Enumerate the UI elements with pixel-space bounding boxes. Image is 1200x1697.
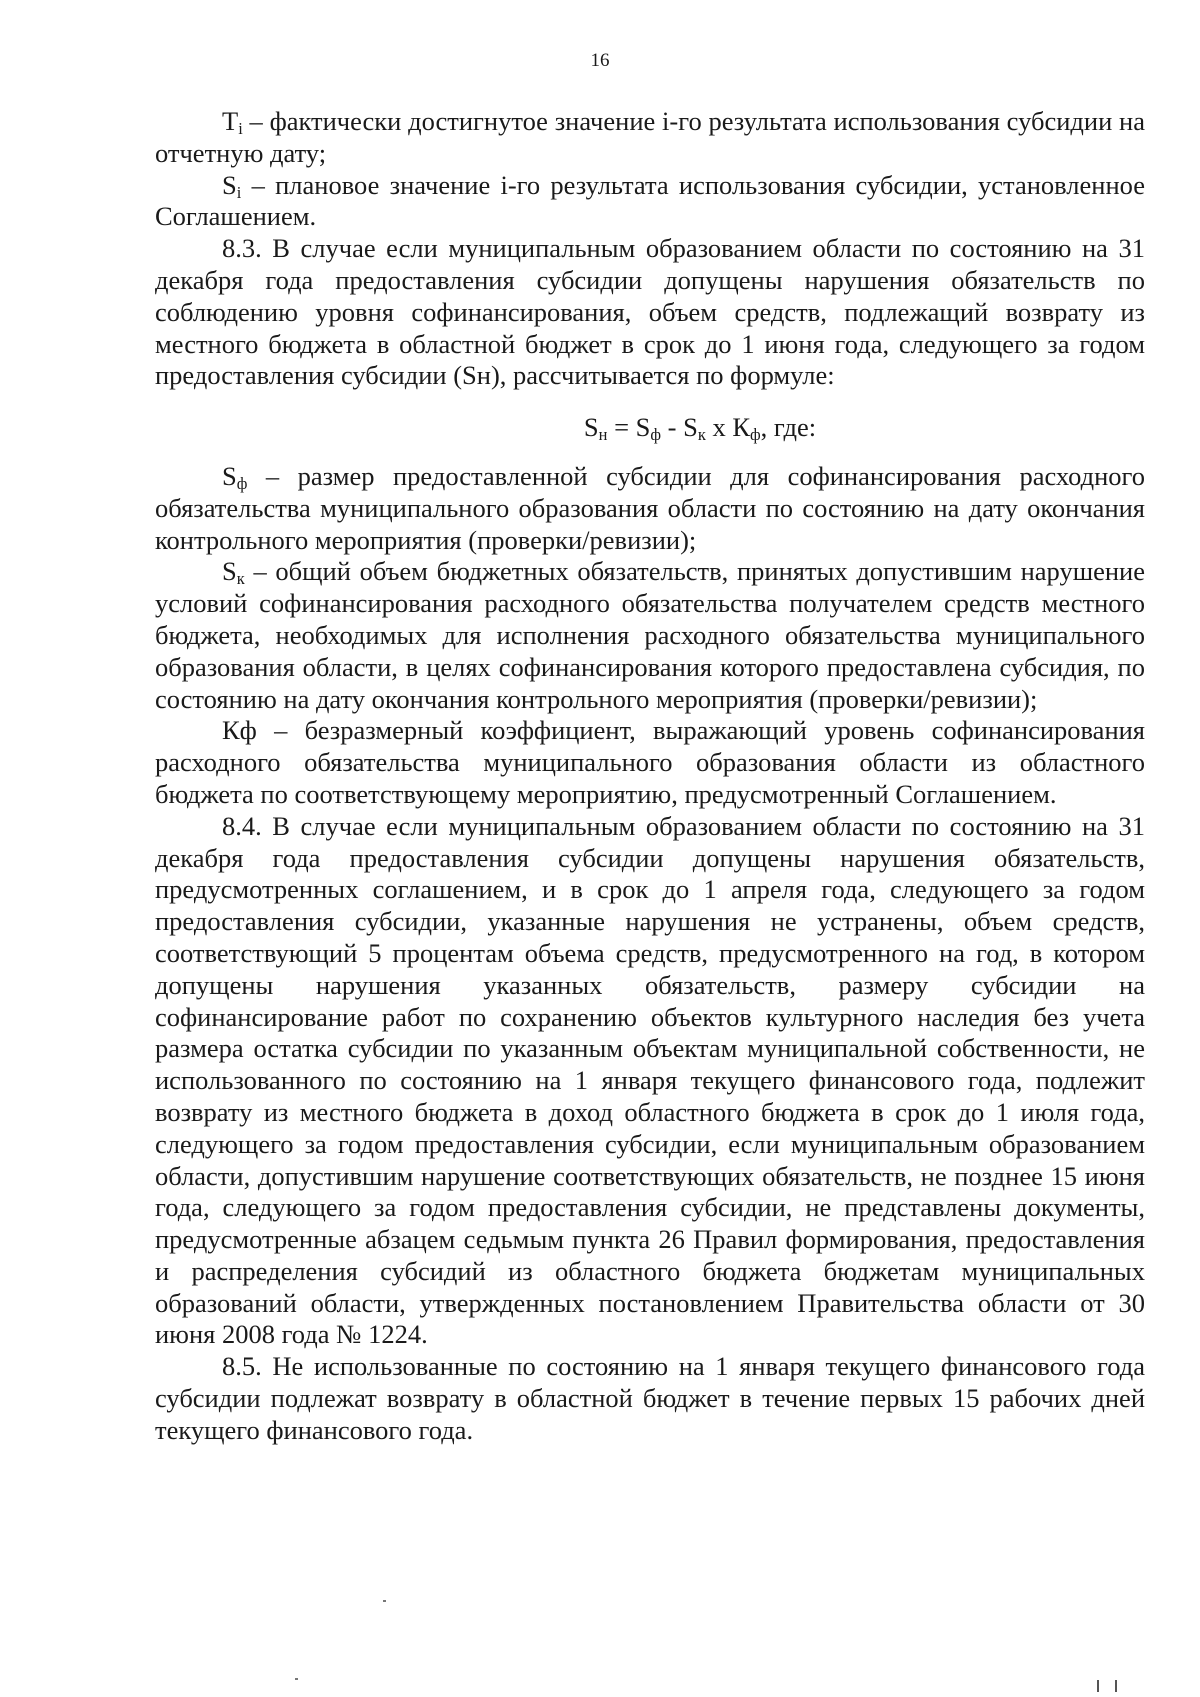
paragraph-8-5: 8.5. Не использованные по состоянию на 1 января текущего финансового года субсидии подлежат возврату в областной бюджет в течение первых 15 рабочих дней текущего финансового года. (155, 1351, 1145, 1445)
formula-sn-sub: н (598, 425, 608, 445)
sk-definition (155, 556, 1145, 715)
si-definition-text: – плановое значение i-го результата использования субсидии, установленное Соглашением. (155, 169, 1145, 232)
formula-sk-sub: к (697, 425, 706, 445)
si-symbol: S (222, 169, 237, 200)
sk-subscript: к (236, 569, 245, 589)
formula-kf: К (732, 412, 751, 443)
ti-subscript: i (238, 119, 243, 139)
formula-sf-sub: ф (650, 425, 662, 445)
scan-speck (295, 1678, 298, 1680)
sf-definition (155, 461, 1145, 556)
formula-sf: S (635, 412, 651, 443)
formula (155, 412, 1145, 444)
sk-definition-text: – общий объем бюджетных обязательств, принятых допустившим нарушение условий софинансирования расходного обязательства получателем средств местного бюджета, необходимых для исполнения расходного обязательства муниципального образования области, в целях софинансирования которого предоставлена субсидия, по состоянию на дату окончания контрольного мероприятия (проверки/ревизии); (155, 556, 1145, 714)
ti-definition-text: – фактически достигнутое значение i-го результата использования субсидии на отчетную дату; (155, 106, 1145, 168)
paragraph-8-3: 8.3. В случае если муниципальным образованием области по состоянию на 31 декабря года предоставления субсидии допущены нарушения обязательств по соблюдению уровня софинансирования, объем средств, подлежащий возврату из местного бюджета в областной бюджет в срок до 1 июня года, следующего за годом предоставления субсидии (Sн), рассчитывается по формуле: (155, 233, 1145, 391)
si-subscript: i (236, 182, 242, 202)
sf-symbol: S (222, 460, 237, 491)
scan-speck (383, 1600, 386, 1602)
formula-sn: S (583, 412, 599, 443)
ti-definition (155, 106, 1145, 170)
formula-kf-sub: ф (750, 425, 761, 445)
sf-definition-text: – размер предоставленной субсидии для софинансирования расходного обязательства муниципального образования области по состоянию на дату окончания контрольного мероприятия (проверки/ревизии); (155, 460, 1145, 555)
si-definition (155, 170, 1145, 234)
formula-times: x (705, 412, 733, 443)
kf-definition: Кф – безразмерный коэффициент, выражающий уровень софинансирования расходного обязательства муниципального образования области из областного бюджета по соответствующему мероприятию, предусмотренный Соглашением. (155, 715, 1145, 809)
formula-equals: = (607, 412, 636, 443)
sf-subscript: ф (236, 474, 248, 494)
scan-tick-mark (1097, 1680, 1099, 1692)
formula-sk: S (683, 412, 698, 443)
ti-symbol: T (222, 106, 239, 136)
paragraph-8-4: 8.4. В случае если муниципальным образованием области по состоянию на 31 декабря года предоставления субсидии допущены нарушения обязательств, предусмотренных соглашением, и в срок до 1 апреля года, следующего за годом предоставления субсидии, указанные нарушения не устранены, объем средств, соответствующий 5 процентам объема средств, предусмотренного на год, в котором допущены нарушения указанных обязательств, размеру субсидии на софинансирование работ по сохранению объектов культурного наследия без учета размера остатка субсидии по указанным объектам муниципальной собственности, не использованного по состоянию на 1 января текущего финансового года, подлежит возврату из местного бюджета в доход областного бюджета в срок до 1 июля года, следующего за годом предоставления субсидии, если муниципальным образованием области, допустившим нарушение соответствующих обязательств, не позднее 15 июня года, следующего за годом предоставления субсидии, не представлены документы, предусмотренные абзацем седьмым пункта 26 Правил формирования, предоставления и распределения субсидий из областного бюджета бюджетам муниципальных образований области, утвержденных постановлением Правительства области от 30 июня 2008 года № 1224. (155, 810, 1145, 1350)
scan-tick-mark (1115, 1680, 1117, 1692)
sk-symbol: S (222, 556, 237, 587)
formula-tail: , где: (760, 412, 817, 443)
formula-minus: - (661, 412, 684, 443)
page-number: 16 (590, 50, 610, 71)
document-body (155, 106, 1145, 1447)
